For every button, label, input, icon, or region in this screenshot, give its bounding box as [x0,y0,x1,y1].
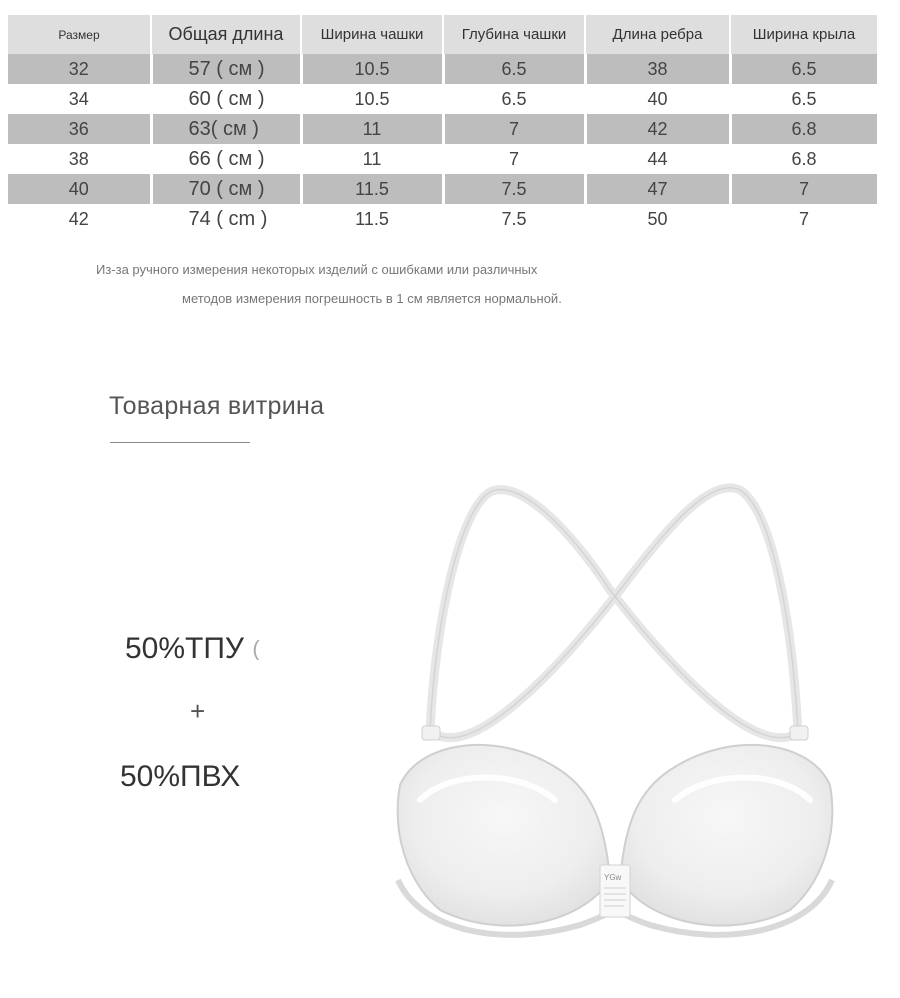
cell-rib-length: 50 [585,204,730,234]
cell-total-length: 63( см ) [151,114,301,144]
material-tpu [125,632,260,666]
cell-cup-width: 11 [301,144,443,174]
cell-total-length: 66 ( см ) [151,144,301,174]
header-size: Размер [8,15,151,54]
measurement-note-line-2: методов измерения погрешность в 1 см является нормальной. [182,291,562,306]
cell-cup-depth: 6.5 [443,54,585,84]
showcase-title: Товарная витрина [109,392,325,420]
care-label-text: YGw [604,873,622,882]
table-row [8,204,878,234]
cell-total-length: 74 ( cm ) [151,204,301,234]
header-total-length: Общая длина [151,15,301,54]
material-tpu-label: 50%ТПУ [125,632,244,665]
cell-cup-width: 11.5 [301,174,443,204]
title-underline [110,442,250,443]
transparent-bra-image [380,470,850,990]
cell-cup-depth: 7.5 [443,204,585,234]
cell-total-length: 60 ( см ) [151,84,301,114]
cell-cup-depth: 7.5 [443,174,585,204]
cell-rib-length: 42 [585,114,730,144]
cell-size: 34 [8,84,151,114]
table-row [8,54,878,84]
cell-cup-depth: 7 [443,114,585,144]
table-row [8,114,878,144]
cell-cup-depth: 7 [443,144,585,174]
table-row [8,84,878,114]
cell-size: 42 [8,204,151,234]
size-table-header [8,15,878,54]
measurement-note-line-1: Из-за ручного измерения некоторых изделий с ошибками или различных [96,262,538,277]
cell-cup-width: 10.5 [301,54,443,84]
cell-rib-length: 38 [585,54,730,84]
cell-size: 40 [8,174,151,204]
cell-wing-width: 6.8 [730,144,878,174]
cell-cup-width: 10.5 [301,84,443,114]
cell-size: 32 [8,54,151,84]
material-pvc: 50%ПВХ [120,760,241,793]
header-cup-depth: Глубина чашки [443,15,585,54]
cell-cup-width: 11 [301,114,443,144]
header-wing-width: Ширина крыла [730,15,878,54]
material-tpu-cut-glyph: ( [252,636,260,660]
table-row [8,144,878,174]
cell-wing-width: 6.8 [730,114,878,144]
cell-wing-width: 7 [730,174,878,204]
cup-left-icon [398,745,610,926]
header-cup-width: Ширина чашки [301,15,443,54]
cell-size: 36 [8,114,151,144]
header-rib-length: Длина ребра [585,15,730,54]
cup-right-icon [620,745,832,926]
cell-cup-depth: 6.5 [443,84,585,114]
table-row [8,174,878,204]
cell-wing-width: 6.5 [730,84,878,114]
size-table [8,15,880,234]
cell-total-length: 70 ( см ) [151,174,301,204]
cell-wing-width: 6.5 [730,54,878,84]
cell-size: 38 [8,144,151,174]
plus-sign: + [190,696,206,726]
cell-wing-width: 7 [730,204,878,234]
cell-rib-length: 44 [585,144,730,174]
cell-cup-width: 11.5 [301,204,443,234]
cell-total-length: 57 ( см ) [151,54,301,84]
cell-rib-length: 47 [585,174,730,204]
strap-icon [430,488,800,738]
cell-rib-length: 40 [585,84,730,114]
